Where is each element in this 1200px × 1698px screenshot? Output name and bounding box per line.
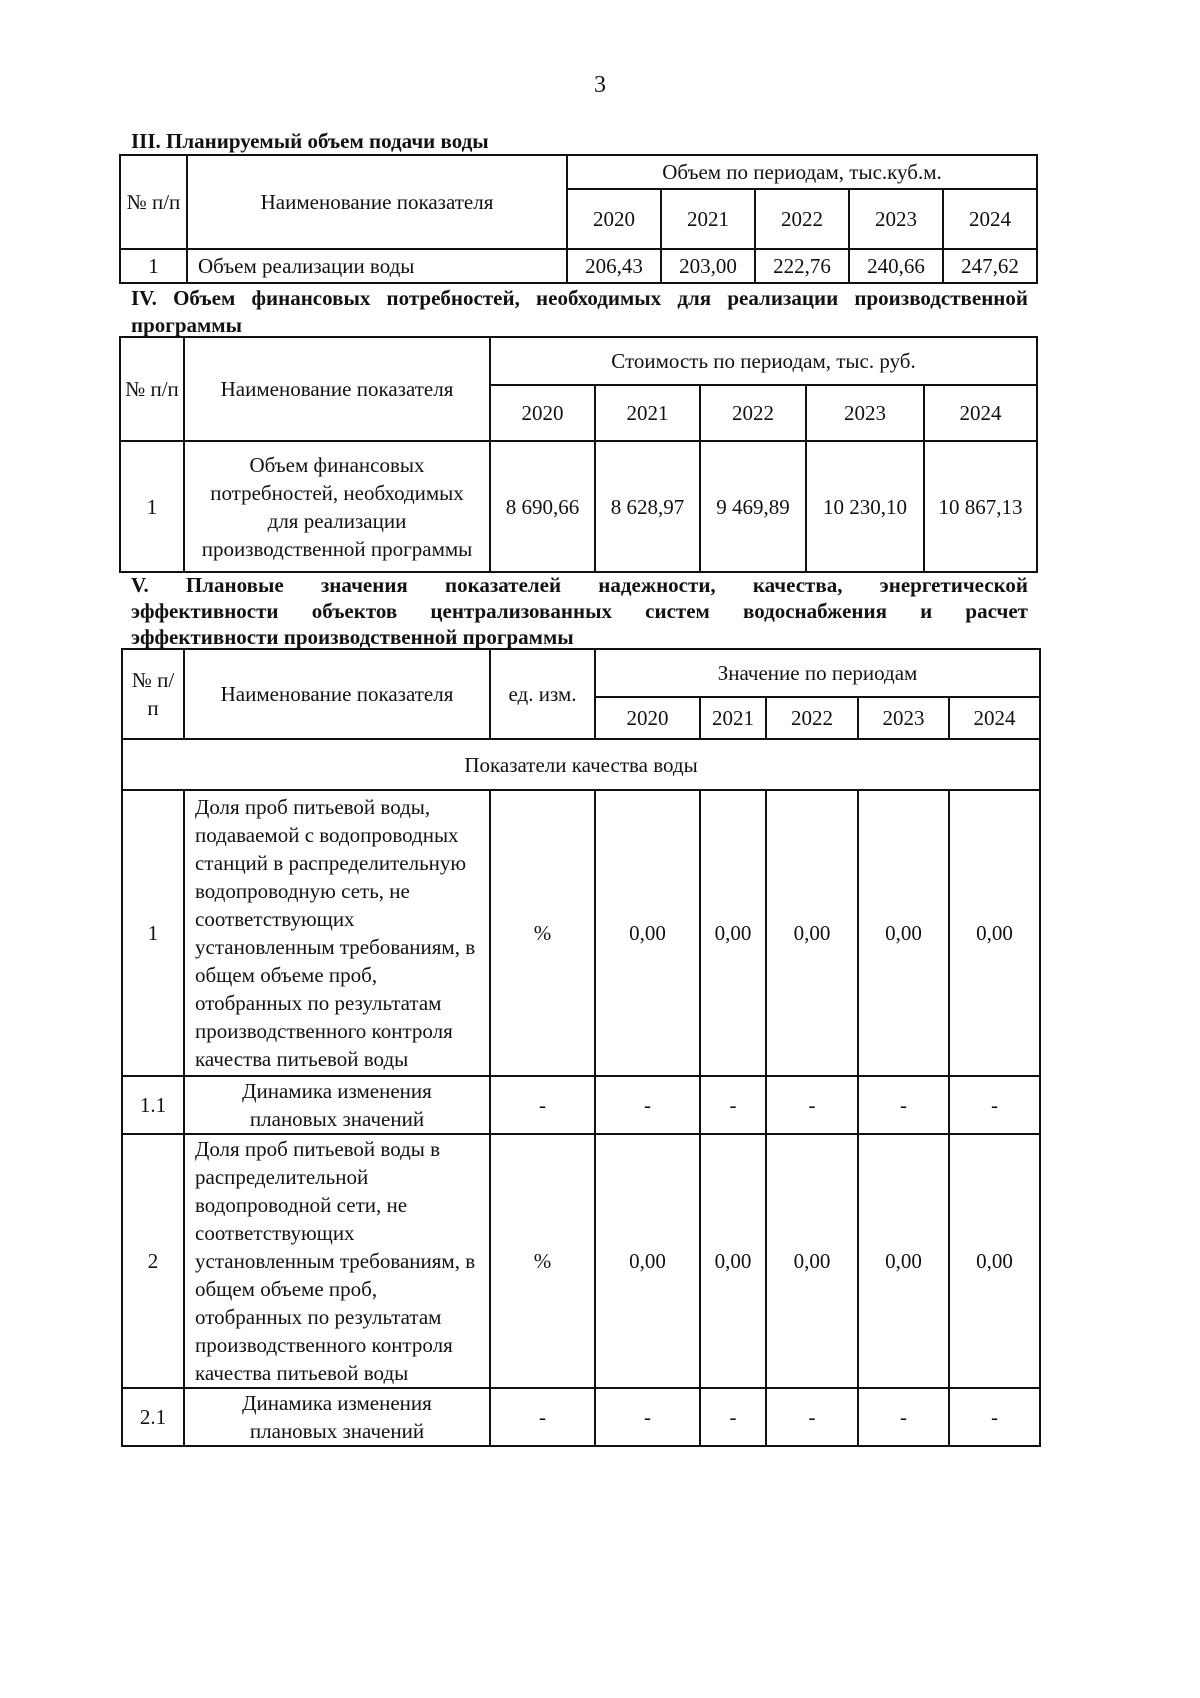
row-value: 0,00 — [700, 1134, 766, 1388]
row-unit: - — [490, 1388, 595, 1446]
row-name: Доля проб питьевой воды в распределительной водопроводной сети, не соответствующих установленным требованиям, в общем объеме проб, отобранных по результатам производственного контроля качества питьевой воды — [184, 1134, 490, 1388]
row-value: 0,00 — [949, 790, 1040, 1076]
year-header: 2021 — [700, 697, 766, 739]
row-value: 240,66 — [849, 249, 943, 283]
table-row — [122, 790, 1040, 1076]
row-value: - — [766, 1388, 858, 1446]
row-num: 1 — [120, 249, 187, 283]
row-value: 203,00 — [661, 249, 755, 283]
row-value: - — [595, 1388, 700, 1446]
column-group-header: Объем по периодам, тыс.куб.м. — [567, 155, 1037, 189]
row-name: Объем финансовых потребностей, необходимых для реализации производственной программы — [184, 441, 490, 572]
section-3-table — [119, 154, 1038, 284]
row-value: - — [595, 1076, 700, 1134]
row-value: 8 690,66 — [490, 441, 595, 572]
section-4-table — [119, 336, 1038, 573]
row-value: 0,00 — [766, 790, 858, 1076]
row-num: 2.1 — [122, 1388, 184, 1446]
column-group-header: Стоимость по периодам, тыс. руб. — [490, 337, 1037, 385]
row-value: 222,76 — [755, 249, 849, 283]
row-value: - — [949, 1076, 1040, 1134]
row-value: 0,00 — [766, 1134, 858, 1388]
section-5-title-line3: эффективности производственной программы — [131, 625, 574, 649]
row-num: 1 — [120, 441, 184, 572]
section-3-title: III. Планируемый объем подачи воды — [131, 129, 489, 153]
row-value: 10 867,13 — [924, 441, 1037, 572]
row-value: 8 628,97 — [595, 441, 700, 572]
row-value: - — [700, 1388, 766, 1446]
section-5-title-line1: V. Плановые значения показателей надежности, качества, энергетической — [131, 573, 1028, 597]
section-4-title-line1: IV. Объем финансовых потребностей, необходимых для реализации производственной — [131, 286, 1028, 310]
row-num: 1.1 — [122, 1076, 184, 1134]
row-value: - — [766, 1076, 858, 1134]
row-num: 1 — [122, 790, 184, 1076]
row-value: 0,00 — [700, 790, 766, 1076]
year-header: 2020 — [490, 385, 595, 441]
row-unit: - — [490, 1076, 595, 1134]
year-header: 2023 — [849, 189, 943, 249]
row-value: 0,00 — [858, 1134, 949, 1388]
row-value: - — [700, 1076, 766, 1134]
year-header: 2020 — [595, 697, 700, 739]
row-unit: % — [490, 1134, 595, 1388]
column-header-unit: ед. изм. — [490, 649, 595, 739]
row-num: 2 — [122, 1134, 184, 1388]
row-name: Объем реализации воды — [187, 249, 567, 283]
row-unit: % — [490, 790, 595, 1076]
row-value: 0,00 — [595, 1134, 700, 1388]
table-row — [122, 1388, 1040, 1446]
row-value: 0,00 — [595, 790, 700, 1076]
table-row — [120, 249, 1037, 283]
year-header: 2021 — [661, 189, 755, 249]
year-header: 2020 — [567, 189, 661, 249]
column-header-num: № п/п — [120, 155, 187, 249]
column-header-num: № п/п — [122, 649, 184, 739]
column-header-name: Наименование показателя — [184, 649, 490, 739]
page-number: 3 — [594, 72, 606, 98]
column-group-header: Значение по периодам — [595, 649, 1040, 697]
year-header: 2021 — [595, 385, 700, 441]
table-row — [120, 441, 1037, 572]
row-value: 0,00 — [949, 1134, 1040, 1388]
row-value: 0,00 — [858, 790, 949, 1076]
year-header: 2024 — [943, 189, 1037, 249]
row-name: Динамика изменения плановых значений — [184, 1076, 490, 1134]
section-5-title-line2: эффективности объектов централизованных систем водоснабжения и расчет — [131, 599, 1028, 623]
section-4-title-line2: программы — [131, 313, 242, 337]
year-header: 2024 — [949, 697, 1040, 739]
row-value: 10 230,10 — [806, 441, 924, 572]
row-name: Динамика изменения плановых значений — [184, 1388, 490, 1446]
section-5-table — [121, 648, 1041, 1447]
row-value: 247,62 — [943, 249, 1037, 283]
row-value: 206,43 — [567, 249, 661, 283]
table-row — [122, 1076, 1040, 1134]
row-value: 9 469,89 — [700, 441, 806, 572]
column-header-name: Наименование показателя — [187, 155, 567, 249]
row-value: - — [858, 1076, 949, 1134]
year-header: 2022 — [700, 385, 806, 441]
column-header-name: Наименование показателя — [184, 337, 490, 441]
year-header: 2023 — [858, 697, 949, 739]
row-value: - — [949, 1388, 1040, 1446]
year-header: 2024 — [924, 385, 1037, 441]
table-row — [122, 1134, 1040, 1388]
column-header-num: № п/п — [120, 337, 184, 441]
group-row-label: Показатели качества воды — [122, 739, 1040, 790]
row-value: - — [858, 1388, 949, 1446]
year-header: 2023 — [806, 385, 924, 441]
year-header: 2022 — [755, 189, 849, 249]
year-header: 2022 — [766, 697, 858, 739]
row-name: Доля проб питьевой воды, подаваемой с водопроводных станций в распределительную водопроводную сеть, не соответствующих установленным требованиям, в общем объеме проб, отобранных по результатам производственного контроля качества питьевой воды — [184, 790, 490, 1076]
